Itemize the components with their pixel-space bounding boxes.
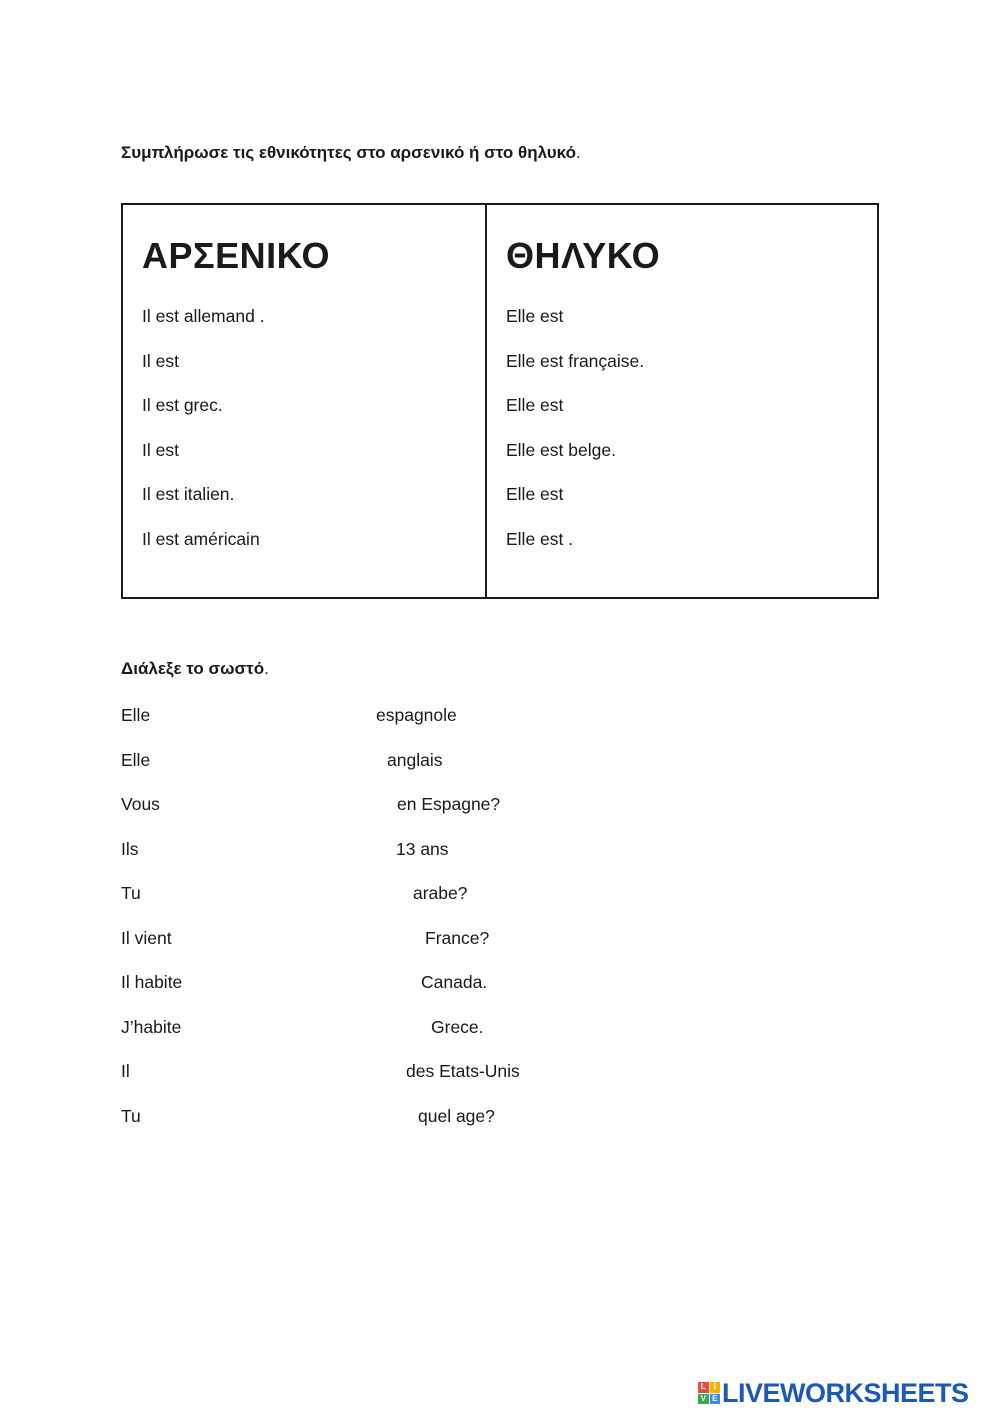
table-row: Il est américain <box>142 528 260 549</box>
exercise-item <box>121 1016 721 1061</box>
table-row: Il est grec. <box>142 395 223 415</box>
exercise-subject: Tu <box>121 883 141 903</box>
instruction-text: Συμπλήρωσε τις εθνικότητες στο αρσενικό ή στο θηλυκό <box>121 143 576 162</box>
exercise-item <box>121 838 721 883</box>
exercise-completion: France? <box>425 927 490 948</box>
exercise-item <box>121 927 721 972</box>
table-row: Il est <box>142 350 179 371</box>
exercise-subject: Elle <box>121 749 151 770</box>
table-row: Elle est . <box>506 528 574 549</box>
nationality-table <box>121 203 879 599</box>
feminine-header: ΘΗΛΥΚΟ <box>506 235 661 276</box>
table-row: Elle est <box>506 395 564 415</box>
table-row: Elle est <box>506 484 564 504</box>
exercise-item <box>121 793 721 838</box>
exercise-subject: Elle <box>121 705 151 725</box>
exercise-item <box>121 704 721 749</box>
exercise-completion: anglais <box>387 749 443 770</box>
exercise-completion: espagnole <box>376 705 457 725</box>
exercise-item <box>121 971 721 1016</box>
instruction-period: . <box>575 143 581 162</box>
masculine-column <box>123 205 487 597</box>
liveworksheets-logo-icon <box>698 1382 720 1404</box>
exercise-subject: J’habite <box>121 1016 182 1037</box>
exercise-completion: des Etats-Unis <box>406 1061 520 1081</box>
logo-tile: V <box>698 1394 709 1405</box>
masculine-header: ΑΡΣΕΝΙΚΟ <box>142 235 330 276</box>
exercise-subject: Vous <box>121 794 160 814</box>
exercise-completion: Canada. <box>421 972 488 992</box>
feminine-column <box>487 205 877 597</box>
masculine-rows <box>142 305 265 572</box>
table-row: Il est allemand . <box>142 306 265 326</box>
table-row: Elle est <box>506 306 564 326</box>
instruction-period: . <box>264 659 269 678</box>
exercise-subject: Ils <box>121 838 139 859</box>
exercise-subject: Il vient <box>121 927 172 948</box>
liveworksheets-brand <box>698 1378 969 1408</box>
exercise-item <box>121 1105 721 1150</box>
choice-exercise <box>121 704 721 1149</box>
logo-tile: I <box>710 1382 721 1393</box>
exercise-completion: Grece. <box>431 1016 484 1037</box>
exercise-completion: quel age? <box>418 1105 495 1126</box>
exercise-subject: Il <box>121 1061 130 1081</box>
exercise-completion: 13 ans <box>396 838 449 859</box>
logo-tile: E <box>710 1394 721 1405</box>
brand-text: LIVEWORKSHEETS <box>722 1377 969 1408</box>
instruction-choose-correct <box>121 659 269 679</box>
exercise-item <box>121 882 721 927</box>
instruction-fill-nationalities <box>121 143 581 163</box>
table-row: Il est italien. <box>142 484 235 504</box>
instruction-text: Διάλεξε το σωστό <box>121 659 265 678</box>
exercise-item <box>121 749 721 794</box>
feminine-rows <box>506 305 644 572</box>
table-row: Il est <box>142 439 179 460</box>
exercise-subject: Tu <box>121 1105 141 1126</box>
logo-tile: L <box>698 1382 709 1393</box>
exercise-completion: arabe? <box>413 883 468 903</box>
exercise-subject: Il habite <box>121 972 183 992</box>
exercise-item <box>121 1060 721 1105</box>
table-row: Elle est belge. <box>506 439 616 460</box>
table-row: Elle est française. <box>506 350 645 371</box>
exercise-completion: en Espagne? <box>397 794 501 814</box>
